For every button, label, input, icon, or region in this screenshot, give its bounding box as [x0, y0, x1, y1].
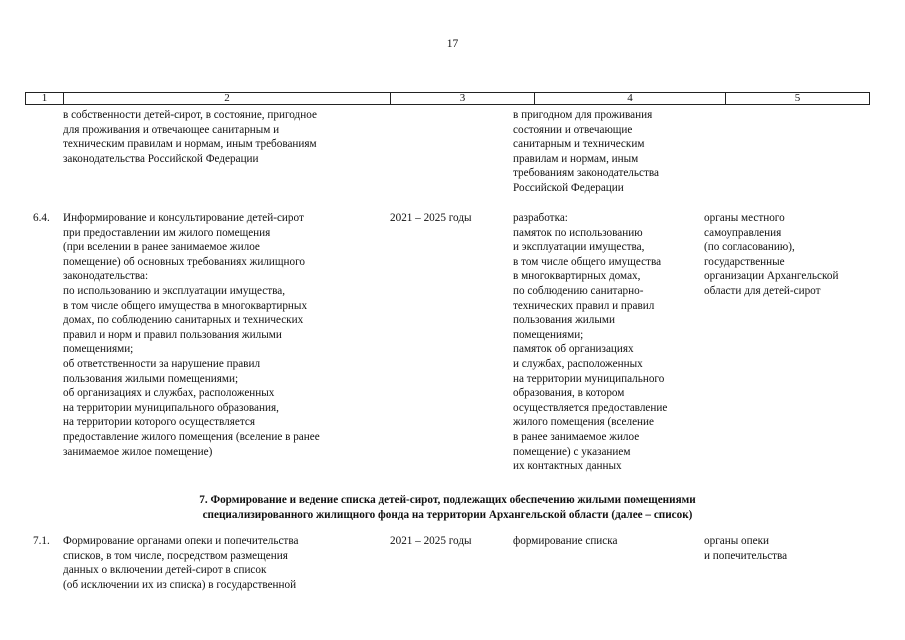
row-6-4-number: 6.4.: [33, 212, 50, 224]
table-header-row: [25, 92, 870, 105]
continued-row-col2: в собственности детей-сирот, в состояние, пригодное для проживания и отвечающее санитарным и техническим правилам и нормам, иным требованиям законодательства Российской Федерации: [63, 109, 317, 165]
header-cell-5: 5: [794, 92, 801, 104]
header-cell-3: 3: [391, 93, 535, 104]
row-7-1-col3: 2021 – 2025 годы: [390, 535, 472, 547]
continued-row-col4: в пригодном для проживания состоянии и отвечающие санитарным и техническим правилам и нормам, иным требованиям законодательства Российской Федерации: [513, 109, 659, 194]
header-cell-2: 2: [64, 93, 391, 104]
header-cell-4: 4: [535, 93, 726, 104]
row-6-4-col3: 2021 – 2025 годы: [390, 212, 472, 224]
row-7-1-col4: формирование списка: [513, 535, 618, 547]
row-7-1-col5: органы опеки и попечительства: [704, 535, 788, 562]
section-7-title: 7. Формирование и ведение списка детей-сирот, подлежащих обеспечению жилыми помещениями специализированного жилищного фонда на территории Архангельской области (далее – список): [199, 494, 696, 521]
page-number: 17: [446, 38, 459, 50]
row-7-1-col2: Формирование органами опеки и попечительства списков, в том числе, посредством размещения данных о включении детей-сирот в список (об исключении их из списка) в государственной: [63, 535, 299, 591]
row-6-4-col4: разработка: памяток по использованию и эксплуатации имущества, в том числе общего имущества в многоквартирных домах, по соблюдению санитарно- технических правил и правил пользования жилыми помещениями; памяток об организациях и службах, расположенных на территории муниципального образования, в котором осуществляется предоставление жилого помещения (вселение в ранее занимаемое жилое помещение) с указанием их контактных данных: [513, 212, 668, 473]
header-cell-1: 1: [26, 93, 64, 104]
row-6-4-col2: Информирование и консультирование детей-сирот при предоставлении им жилого помещения (при вселении в ранее занимаемое жилое помещение) об основных требованиях жилищного законодательства: по использованию и эксплуатации имущества, в том числе общего имущества в многоквартирных домах, по соблюдению санитарных и технических правил и норм и правил пользования жилыми помещениями; об ответственности за нарушение правил пользования жилыми помещениями; об организациях и службах, расположенных на территории муниципального образования, на территории которого осуществляется предоставление жилого помещения (вселение в ранее занимаемое жилое помещение): [63, 212, 320, 458]
row-6-4-col5: органы местного самоуправления (по согласованию), государственные организации Архангельской области для детей-сирот: [704, 212, 839, 297]
row-7-1-number: 7.1.: [33, 535, 50, 547]
